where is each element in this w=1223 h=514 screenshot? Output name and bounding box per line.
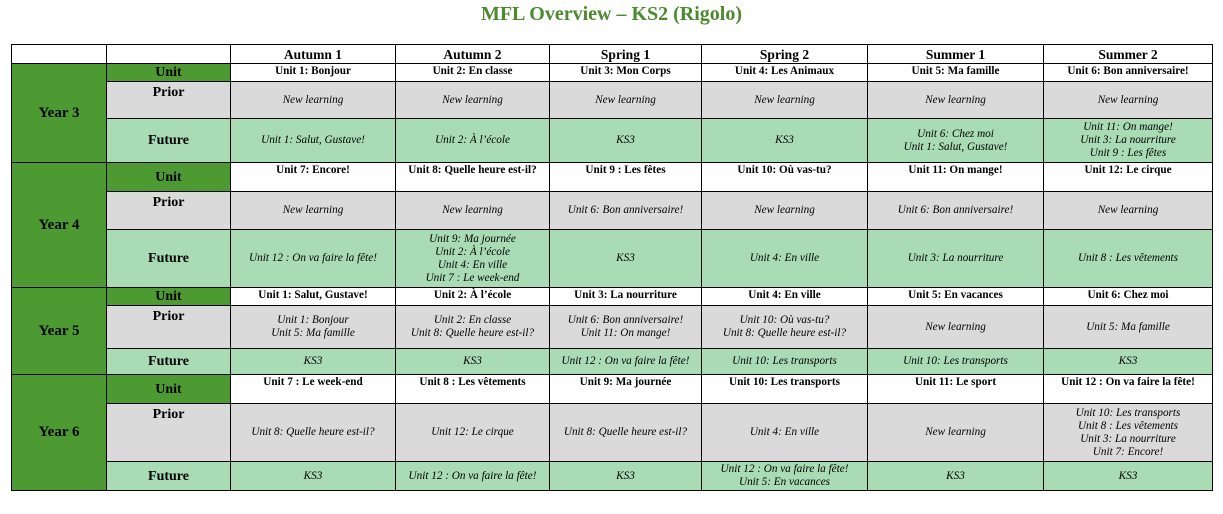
future-line: Unit 10: Les transports bbox=[903, 355, 1008, 367]
future-cell bbox=[702, 349, 868, 375]
corner-cell bbox=[107, 45, 231, 64]
future-cell bbox=[868, 230, 1044, 288]
year-label: Year 6 bbox=[12, 375, 107, 491]
future-cell bbox=[231, 230, 396, 288]
prior-line: Unit 6: Bon anniversaire! bbox=[567, 204, 684, 216]
unit-cell: Unit 4: Les Animaux bbox=[702, 64, 868, 82]
future-line: Unit 2: À l’école bbox=[435, 245, 510, 258]
future-row-label: Future bbox=[107, 119, 231, 163]
prior-cell bbox=[231, 192, 396, 230]
future-cell bbox=[396, 119, 550, 163]
unit-cell: Unit 2: À l’école bbox=[396, 288, 550, 306]
future-line: KS3 bbox=[616, 134, 635, 146]
unit-cell: Unit 6: Chez moi bbox=[1044, 288, 1213, 306]
unit-cell: Unit 7: Encore! bbox=[231, 163, 396, 192]
future-line: Unit 3: La nourriture bbox=[907, 252, 1004, 264]
future-cell bbox=[550, 349, 702, 375]
future-line: Unit 12 : On va faire la fête! bbox=[249, 252, 377, 264]
future-cell bbox=[702, 462, 868, 491]
future-cell bbox=[550, 230, 702, 288]
prior-line: New learning bbox=[754, 204, 815, 216]
future-cell bbox=[231, 349, 396, 375]
prior-line: Unit 10: Les transports bbox=[1075, 406, 1181, 419]
prior-cell bbox=[1044, 306, 1213, 349]
prior-cell bbox=[1044, 404, 1213, 462]
unit-cell: Unit 10: Où vas-tu? bbox=[702, 163, 868, 192]
prior-row-label: Prior bbox=[107, 82, 231, 119]
row-unit bbox=[12, 64, 1213, 82]
prior-line: New learning bbox=[1097, 93, 1159, 106]
future-row-label: Future bbox=[107, 462, 231, 491]
prior-cell bbox=[868, 306, 1044, 349]
unit-cell: Unit 5: Ma famille bbox=[868, 64, 1044, 82]
prior-line: Unit 8: Quelle heure est-il? bbox=[563, 426, 688, 438]
year-label: Year 3 bbox=[12, 64, 107, 163]
future-line: Unit 1: Salut, Gustave! bbox=[261, 134, 365, 146]
unit-row-label: Unit bbox=[107, 288, 231, 306]
prior-line: Unit 10: Où vas-tu? bbox=[739, 314, 830, 326]
future-line: Unit 5: En vacances bbox=[738, 476, 831, 488]
unit-cell: Unit 7 : Le week-end bbox=[231, 375, 396, 404]
prior-line: New learning bbox=[282, 93, 344, 106]
prior-line: Unit 8: Quelle heure est-il? bbox=[410, 327, 535, 339]
prior-row-label: Prior bbox=[107, 404, 231, 462]
future-line: KS3 bbox=[946, 469, 965, 482]
row-prior bbox=[12, 404, 1213, 462]
term-header: Autumn 1 bbox=[231, 45, 396, 64]
future-line: Unit 11: On mange! bbox=[1083, 121, 1173, 133]
prior-line: Unit 2: En classe bbox=[433, 314, 512, 326]
prior-line: New learning bbox=[282, 204, 344, 216]
future-line: Unit 12 : On va faire la fête! bbox=[561, 355, 690, 367]
prior-cell bbox=[702, 82, 868, 119]
future-line: Unit 12 : On va faire la fête! bbox=[408, 469, 537, 482]
prior-line: Unit 11: On mange! bbox=[580, 327, 671, 339]
future-cell bbox=[396, 230, 550, 288]
future-line: Unit 8 : Les vêtements bbox=[1077, 252, 1179, 264]
future-line: Unit 10: Les transports bbox=[732, 355, 837, 367]
prior-line: New learning bbox=[925, 426, 986, 438]
unit-cell: Unit 11: On mange! bbox=[868, 163, 1044, 192]
prior-cell bbox=[550, 192, 702, 230]
prior-cell bbox=[396, 82, 550, 119]
future-line: Unit 2: À l’école bbox=[435, 134, 510, 146]
unit-cell: Unit 9: Ma journée bbox=[550, 375, 702, 404]
prior-cell bbox=[550, 82, 702, 119]
prior-cell bbox=[396, 306, 550, 349]
row-unit bbox=[12, 288, 1213, 306]
prior-line: New learning bbox=[442, 93, 503, 106]
prior-cell bbox=[702, 306, 868, 349]
future-line: KS3 bbox=[1118, 355, 1138, 367]
future-line: Unit 6: Chez moi bbox=[917, 127, 994, 140]
unit-cell: Unit 4: En ville bbox=[702, 288, 868, 306]
prior-line: Unit 8: Quelle heure est-il? bbox=[722, 327, 847, 339]
prior-line: Unit 8 : Les vêtements bbox=[1077, 419, 1179, 432]
year-label: Year 4 bbox=[12, 163, 107, 288]
unit-row-label: Unit bbox=[107, 375, 231, 404]
future-line: Unit 9 : Les fêtes bbox=[1089, 147, 1167, 159]
future-cell bbox=[231, 462, 396, 491]
future-cell bbox=[1044, 230, 1213, 288]
prior-line: Unit 1: Bonjour bbox=[277, 314, 349, 326]
prior-line: New learning bbox=[754, 93, 815, 106]
year-label: Year 5 bbox=[12, 288, 107, 375]
corner-cell bbox=[12, 45, 107, 64]
prior-cell bbox=[868, 404, 1044, 462]
prior-cell bbox=[231, 306, 396, 349]
future-cell bbox=[868, 119, 1044, 163]
unit-cell: Unit 12: Le cirque bbox=[1044, 163, 1213, 192]
term-header: Spring 2 bbox=[702, 45, 868, 64]
unit-cell: Unit 2: En classe bbox=[396, 64, 550, 82]
future-cell bbox=[396, 349, 550, 375]
unit-cell: Unit 1: Salut, Gustave! bbox=[231, 288, 396, 306]
unit-cell: Unit 8 : Les vêtements bbox=[396, 375, 550, 404]
future-cell bbox=[868, 462, 1044, 491]
row-prior bbox=[12, 82, 1213, 119]
unit-cell: Unit 3: Mon Corps bbox=[550, 64, 702, 82]
unit-cell: Unit 12 : On va faire la fête! bbox=[1044, 375, 1213, 404]
unit-cell: Unit 5: En vacances bbox=[868, 288, 1044, 306]
future-row-label: Future bbox=[107, 230, 231, 288]
row-future bbox=[12, 349, 1213, 375]
prior-cell bbox=[550, 306, 702, 349]
row-prior bbox=[12, 306, 1213, 349]
future-cell bbox=[396, 462, 550, 491]
row-prior bbox=[12, 192, 1213, 230]
future-line: Unit 4: En ville bbox=[749, 252, 820, 264]
future-line: Unit 7 : Le week-end bbox=[425, 271, 520, 284]
row-future bbox=[12, 230, 1213, 288]
prior-line: Unit 12: Le cirque bbox=[431, 426, 514, 438]
future-cell bbox=[702, 230, 868, 288]
prior-line: Unit 6: Bon anniversaire! bbox=[567, 314, 684, 326]
unit-row-label: Unit bbox=[107, 64, 231, 82]
term-header: Spring 1 bbox=[550, 45, 702, 64]
future-cell bbox=[231, 119, 396, 163]
prior-line: Unit 8: Quelle heure est-il? bbox=[251, 426, 375, 438]
future-line: KS3 bbox=[775, 134, 794, 146]
unit-cell: Unit 6: Bon anniversaire! bbox=[1044, 64, 1213, 82]
future-cell bbox=[702, 119, 868, 163]
prior-cell bbox=[702, 192, 868, 230]
prior-cell bbox=[231, 404, 396, 462]
prior-line: Unit 5: Ma famille bbox=[271, 327, 355, 339]
page-title: MFL Overview – KS2 (Rigolo) bbox=[480, 3, 743, 25]
future-cell bbox=[1044, 462, 1213, 491]
future-cell bbox=[1044, 119, 1213, 163]
prior-line: Unit 4: En ville bbox=[749, 426, 820, 438]
future-line: KS3 bbox=[303, 355, 323, 367]
prior-cell bbox=[1044, 82, 1213, 119]
prior-cell bbox=[1044, 192, 1213, 230]
prior-line: Unit 5: Ma famille bbox=[1086, 320, 1170, 333]
unit-cell: Unit 1: Bonjour bbox=[231, 64, 396, 82]
prior-cell bbox=[396, 192, 550, 230]
overview-table bbox=[11, 44, 1213, 491]
future-line: Unit 9: Ma journée bbox=[429, 232, 516, 245]
future-cell bbox=[550, 462, 702, 491]
row-unit bbox=[12, 163, 1213, 192]
future-line: Unit 3: La nourriture bbox=[1080, 134, 1176, 146]
prior-line: New learning bbox=[595, 93, 656, 106]
future-row-label: Future bbox=[107, 349, 231, 375]
term-header: Autumn 2 bbox=[396, 45, 550, 64]
prior-cell bbox=[231, 82, 396, 119]
future-line: Unit 12 : On va faire la fête! bbox=[720, 463, 849, 475]
unit-cell: Unit 9 : Les fêtes bbox=[550, 163, 702, 192]
prior-line: Unit 6: Bon anniversaire! bbox=[897, 204, 1014, 216]
unit-cell: Unit 11: Le sport bbox=[868, 375, 1044, 404]
unit-cell: Unit 3: La nourriture bbox=[550, 288, 702, 306]
prior-line: New learning bbox=[925, 320, 986, 333]
prior-row-label: Prior bbox=[107, 192, 231, 230]
future-line: Unit 4: En ville bbox=[437, 258, 508, 271]
future-line: KS3 bbox=[1118, 469, 1138, 482]
unit-cell: Unit 8: Quelle heure est-il? bbox=[396, 163, 550, 192]
prior-line: New learning bbox=[925, 93, 986, 106]
unit-row-label: Unit bbox=[107, 163, 231, 192]
prior-line: Unit 7: Encore! bbox=[1092, 445, 1164, 458]
future-line: Unit 1: Salut, Gustave! bbox=[903, 140, 1008, 153]
future-line: KS3 bbox=[616, 469, 635, 482]
row-unit bbox=[12, 375, 1213, 404]
row-future bbox=[12, 119, 1213, 163]
prior-cell bbox=[868, 82, 1044, 119]
header-row bbox=[12, 45, 1213, 64]
term-header: Summer 1 bbox=[868, 45, 1044, 64]
prior-cell bbox=[396, 404, 550, 462]
future-line: KS3 bbox=[303, 469, 323, 482]
prior-line: New learning bbox=[1097, 204, 1159, 216]
row-future bbox=[12, 462, 1213, 491]
prior-row-label: Prior bbox=[107, 306, 231, 349]
prior-cell bbox=[702, 404, 868, 462]
prior-cell bbox=[868, 192, 1044, 230]
future-cell bbox=[1044, 349, 1213, 375]
future-line: KS3 bbox=[616, 252, 635, 264]
future-cell bbox=[550, 119, 702, 163]
future-line: KS3 bbox=[463, 355, 482, 367]
prior-line: New learning bbox=[442, 204, 503, 216]
term-header: Summer 2 bbox=[1044, 45, 1213, 64]
prior-cell bbox=[550, 404, 702, 462]
unit-cell: Unit 10: Les transports bbox=[702, 375, 868, 404]
future-cell bbox=[868, 349, 1044, 375]
prior-line: Unit 3: La nourriture bbox=[1080, 432, 1176, 445]
